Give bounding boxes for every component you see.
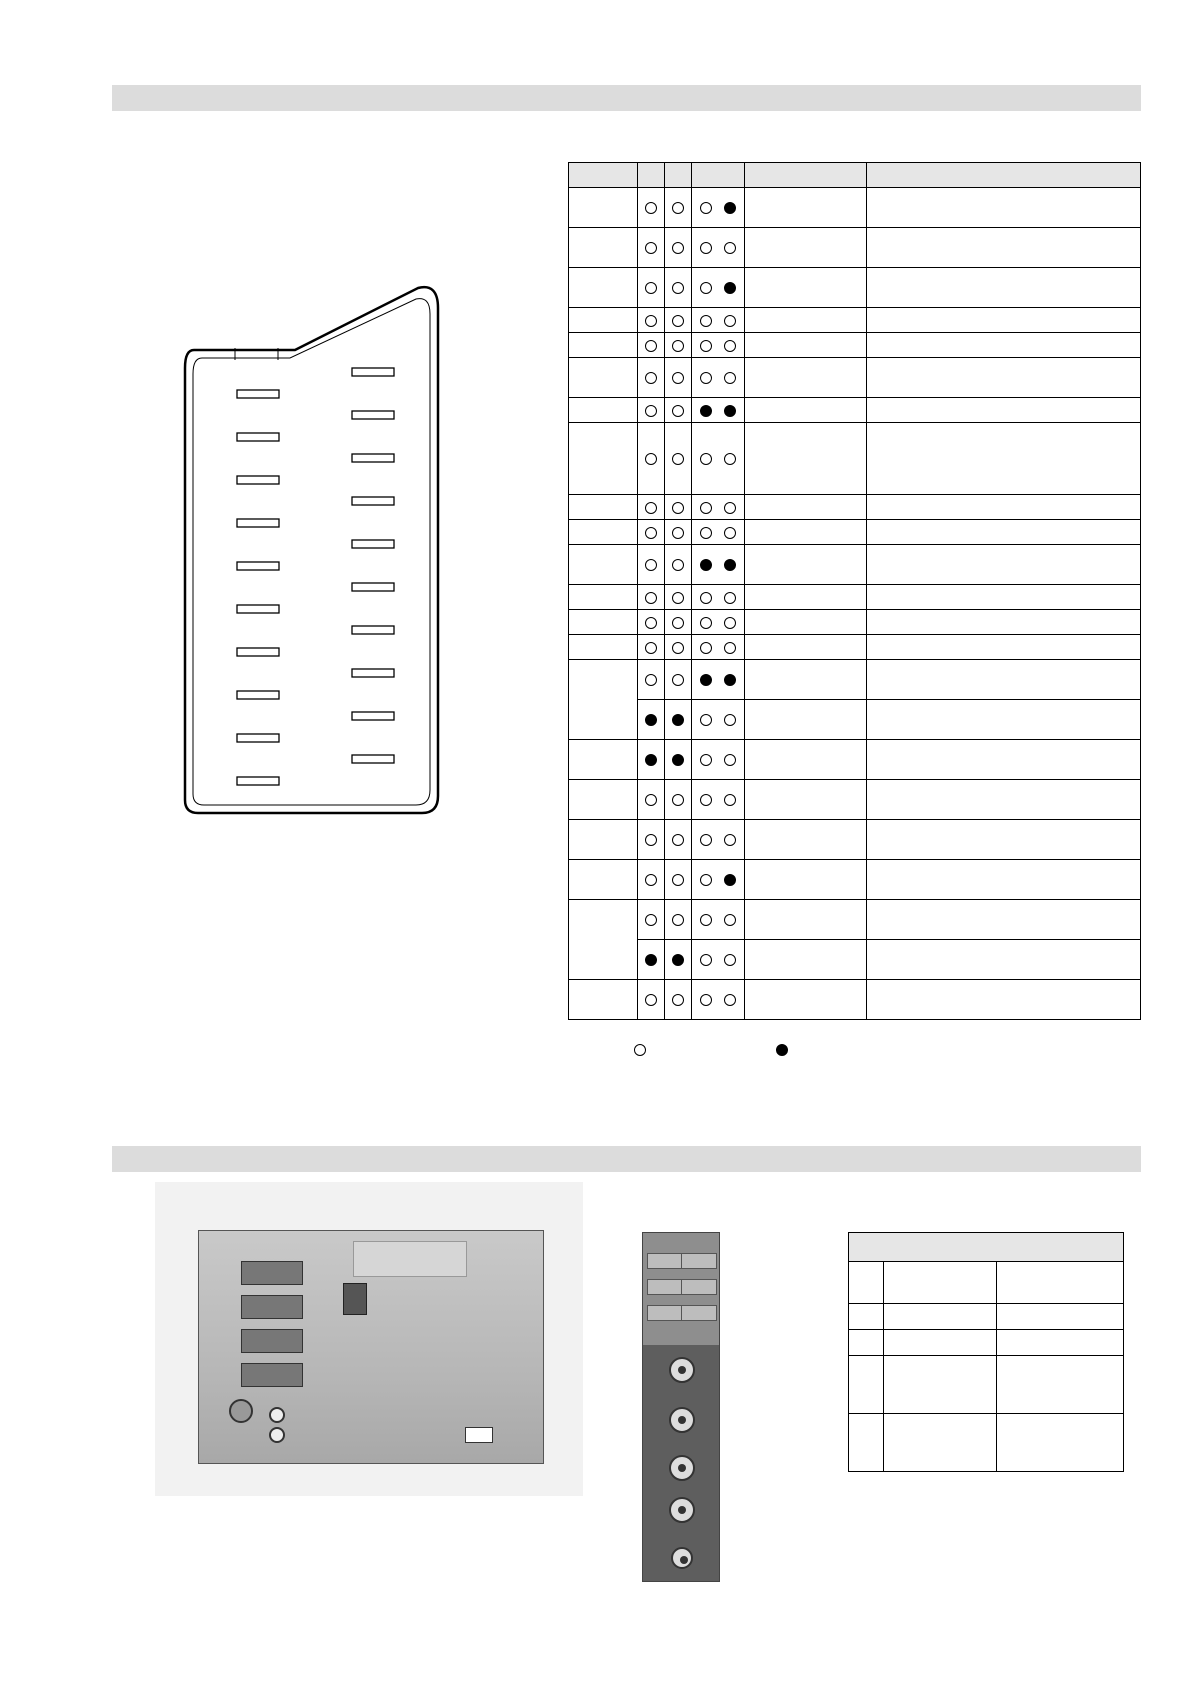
open-circle-icon [700, 994, 712, 1006]
scart-pin-odd [237, 691, 279, 699]
open-circle-icon [645, 453, 657, 465]
pin-table-row [569, 700, 1141, 740]
pin-table-row [569, 228, 1141, 268]
pin-table-row [569, 188, 1141, 228]
connector-table-row [849, 1304, 1124, 1330]
filled-circle-icon [645, 754, 657, 766]
open-circle-icon [700, 874, 712, 886]
open-circle-icon [724, 954, 736, 966]
open-circle-icon [645, 559, 657, 571]
pin-table-row [569, 980, 1141, 1020]
open-circle-icon [700, 954, 712, 966]
legend-filled-circle-icon [776, 1044, 788, 1056]
open-circle-icon [700, 315, 712, 327]
open-circle-icon [724, 642, 736, 654]
scart-pin-even [352, 411, 394, 419]
pin-table-row [569, 585, 1141, 610]
open-circle-icon [645, 794, 657, 806]
volume-plus-button [681, 1279, 717, 1295]
open-circle-icon [672, 315, 684, 327]
open-circle-icon [724, 340, 736, 352]
scart-pin-odd [237, 648, 279, 656]
connector-table-title [849, 1233, 1124, 1262]
open-circle-icon [700, 754, 712, 766]
open-circle-icon [724, 502, 736, 514]
scart-pin-even [352, 497, 394, 505]
open-circle-icon [645, 914, 657, 926]
scart-socket-4 [241, 1363, 303, 1387]
program-plus-button [681, 1253, 717, 1269]
filled-circle-icon [672, 714, 684, 726]
legend [634, 1044, 794, 1062]
open-circle-icon [700, 202, 712, 214]
scart-pin-even [352, 454, 394, 462]
filled-circle-icon [724, 202, 736, 214]
open-circle-icon [672, 674, 684, 686]
scart-pin-even [352, 669, 394, 677]
pin-table-row [569, 610, 1141, 635]
open-circle-icon [672, 834, 684, 846]
pin-table-row [569, 820, 1141, 860]
pin-table-row [569, 780, 1141, 820]
open-circle-icon [700, 527, 712, 539]
pin-table-row [569, 635, 1141, 660]
filled-circle-icon [672, 754, 684, 766]
filled-circle-icon [724, 405, 736, 417]
open-circle-icon [700, 242, 712, 254]
scart-socket-2 [241, 1295, 303, 1319]
open-circle-icon [672, 559, 684, 571]
open-circle-icon [645, 527, 657, 539]
open-circle-icon [672, 202, 684, 214]
open-circle-icon [672, 794, 684, 806]
program-minus-button [647, 1253, 683, 1269]
open-circle-icon [672, 340, 684, 352]
open-circle-icon [645, 592, 657, 604]
open-circle-icon [645, 834, 657, 846]
open-circle-icon [672, 642, 684, 654]
pin-table-row [569, 545, 1141, 585]
filled-circle-icon [724, 874, 736, 886]
scart-pin-table [568, 162, 1141, 1020]
open-circle-icon [700, 914, 712, 926]
open-circle-icon [645, 674, 657, 686]
pin-table-row [569, 660, 1141, 700]
open-circle-icon [645, 315, 657, 327]
open-circle-icon [700, 502, 712, 514]
label-sticker [353, 1241, 467, 1277]
open-circle-icon [724, 592, 736, 604]
scart-pin-odd [237, 605, 279, 613]
rca-socket-1-icon [269, 1407, 285, 1423]
rca-socket-2-icon [269, 1427, 285, 1443]
pin-table-row [569, 495, 1141, 520]
open-circle-icon [700, 282, 712, 294]
open-circle-icon [672, 527, 684, 539]
open-circle-icon [645, 405, 657, 417]
open-circle-icon [724, 914, 736, 926]
open-circle-icon [672, 994, 684, 1006]
open-circle-icon [724, 834, 736, 846]
scart-pin-even [352, 712, 394, 720]
scart-pin-odd [237, 734, 279, 742]
scart-pin-odd [237, 390, 279, 398]
legend-open-circle-icon [634, 1044, 646, 1056]
pin-table-row [569, 358, 1141, 398]
connector-table-header [849, 1262, 1124, 1304]
connector-table [848, 1232, 1124, 1472]
open-circle-icon [645, 642, 657, 654]
scart-connector-diagram [180, 278, 450, 820]
scart-pin-even [352, 540, 394, 548]
rear-panel-photo [198, 1230, 544, 1464]
open-circle-icon [672, 874, 684, 886]
pin-table-row [569, 333, 1141, 358]
pin-table-row [569, 423, 1141, 495]
white-label [465, 1427, 493, 1443]
video-jack-icon [669, 1407, 695, 1433]
open-circle-icon [700, 617, 712, 629]
pin-table-row [569, 940, 1141, 980]
scart-pin-odd [237, 476, 279, 484]
filled-circle-icon [724, 559, 736, 571]
scart-socket-3 [241, 1329, 303, 1353]
scart-pin-odd [237, 433, 279, 441]
pin-table-row [569, 268, 1141, 308]
pin-table-row [569, 520, 1141, 545]
pin-table-row [569, 740, 1141, 780]
section-header-bar-1 [112, 85, 1141, 111]
audio-right-jack-icon [669, 1497, 695, 1523]
pin-table-row [569, 398, 1141, 423]
side-panel-photo [642, 1232, 720, 1582]
headphone-jack-icon [671, 1547, 693, 1569]
open-circle-icon [700, 592, 712, 604]
open-circle-icon [645, 372, 657, 384]
open-circle-icon [672, 617, 684, 629]
open-circle-icon [672, 242, 684, 254]
open-circle-icon [724, 527, 736, 539]
open-circle-icon [672, 372, 684, 384]
input-button [647, 1305, 683, 1321]
connector-table-row [849, 1330, 1124, 1356]
filled-circle-icon [700, 559, 712, 571]
open-circle-icon [724, 794, 736, 806]
scart-socket-1 [241, 1261, 303, 1285]
open-circle-icon [645, 340, 657, 352]
s-video-jack-icon [669, 1357, 695, 1383]
open-circle-icon [645, 242, 657, 254]
open-circle-icon [645, 282, 657, 294]
pin-table-row [569, 900, 1141, 940]
connector-table-row [849, 1414, 1124, 1472]
filled-circle-icon [724, 282, 736, 294]
open-circle-icon [645, 617, 657, 629]
open-circle-icon [700, 372, 712, 384]
open-circle-icon [724, 754, 736, 766]
open-circle-icon [672, 914, 684, 926]
scart-pin-even [352, 755, 394, 763]
menu-button [681, 1305, 717, 1321]
scart-pin-even [352, 626, 394, 634]
pin-table-row [569, 308, 1141, 333]
filled-circle-icon [700, 674, 712, 686]
open-circle-icon [724, 453, 736, 465]
scart-pin-even [352, 368, 394, 376]
connector-table-row [849, 1356, 1124, 1414]
filled-circle-icon [645, 714, 657, 726]
scart-pin-odd [237, 777, 279, 785]
section-header-bar-2 [112, 1146, 1141, 1172]
filled-circle-icon [672, 954, 684, 966]
open-circle-icon [672, 282, 684, 294]
open-circle-icon [672, 453, 684, 465]
open-circle-icon [645, 202, 657, 214]
open-circle-icon [700, 642, 712, 654]
open-circle-icon [724, 372, 736, 384]
filled-circle-icon [700, 405, 712, 417]
open-circle-icon [724, 994, 736, 1006]
scart-pin-odd [237, 519, 279, 527]
audio-left-jack-icon [669, 1455, 695, 1481]
switch-block [343, 1283, 367, 1315]
open-circle-icon [645, 874, 657, 886]
open-circle-icon [700, 453, 712, 465]
scart-pin-even [352, 583, 394, 591]
open-circle-icon [700, 714, 712, 726]
scart-pin-odd [237, 562, 279, 570]
open-circle-icon [700, 794, 712, 806]
antenna-socket-icon [229, 1399, 253, 1423]
open-circle-icon [700, 340, 712, 352]
open-circle-icon [645, 502, 657, 514]
open-circle-icon [724, 242, 736, 254]
open-circle-icon [672, 592, 684, 604]
pin-table-header [569, 163, 1141, 188]
filled-circle-icon [645, 954, 657, 966]
open-circle-icon [700, 834, 712, 846]
open-circle-icon [724, 315, 736, 327]
pin-table-row [569, 860, 1141, 900]
filled-circle-icon [724, 674, 736, 686]
open-circle-icon [724, 714, 736, 726]
open-circle-icon [672, 502, 684, 514]
open-circle-icon [672, 405, 684, 417]
volume-minus-button [647, 1279, 683, 1295]
open-circle-icon [724, 617, 736, 629]
open-circle-icon [645, 994, 657, 1006]
